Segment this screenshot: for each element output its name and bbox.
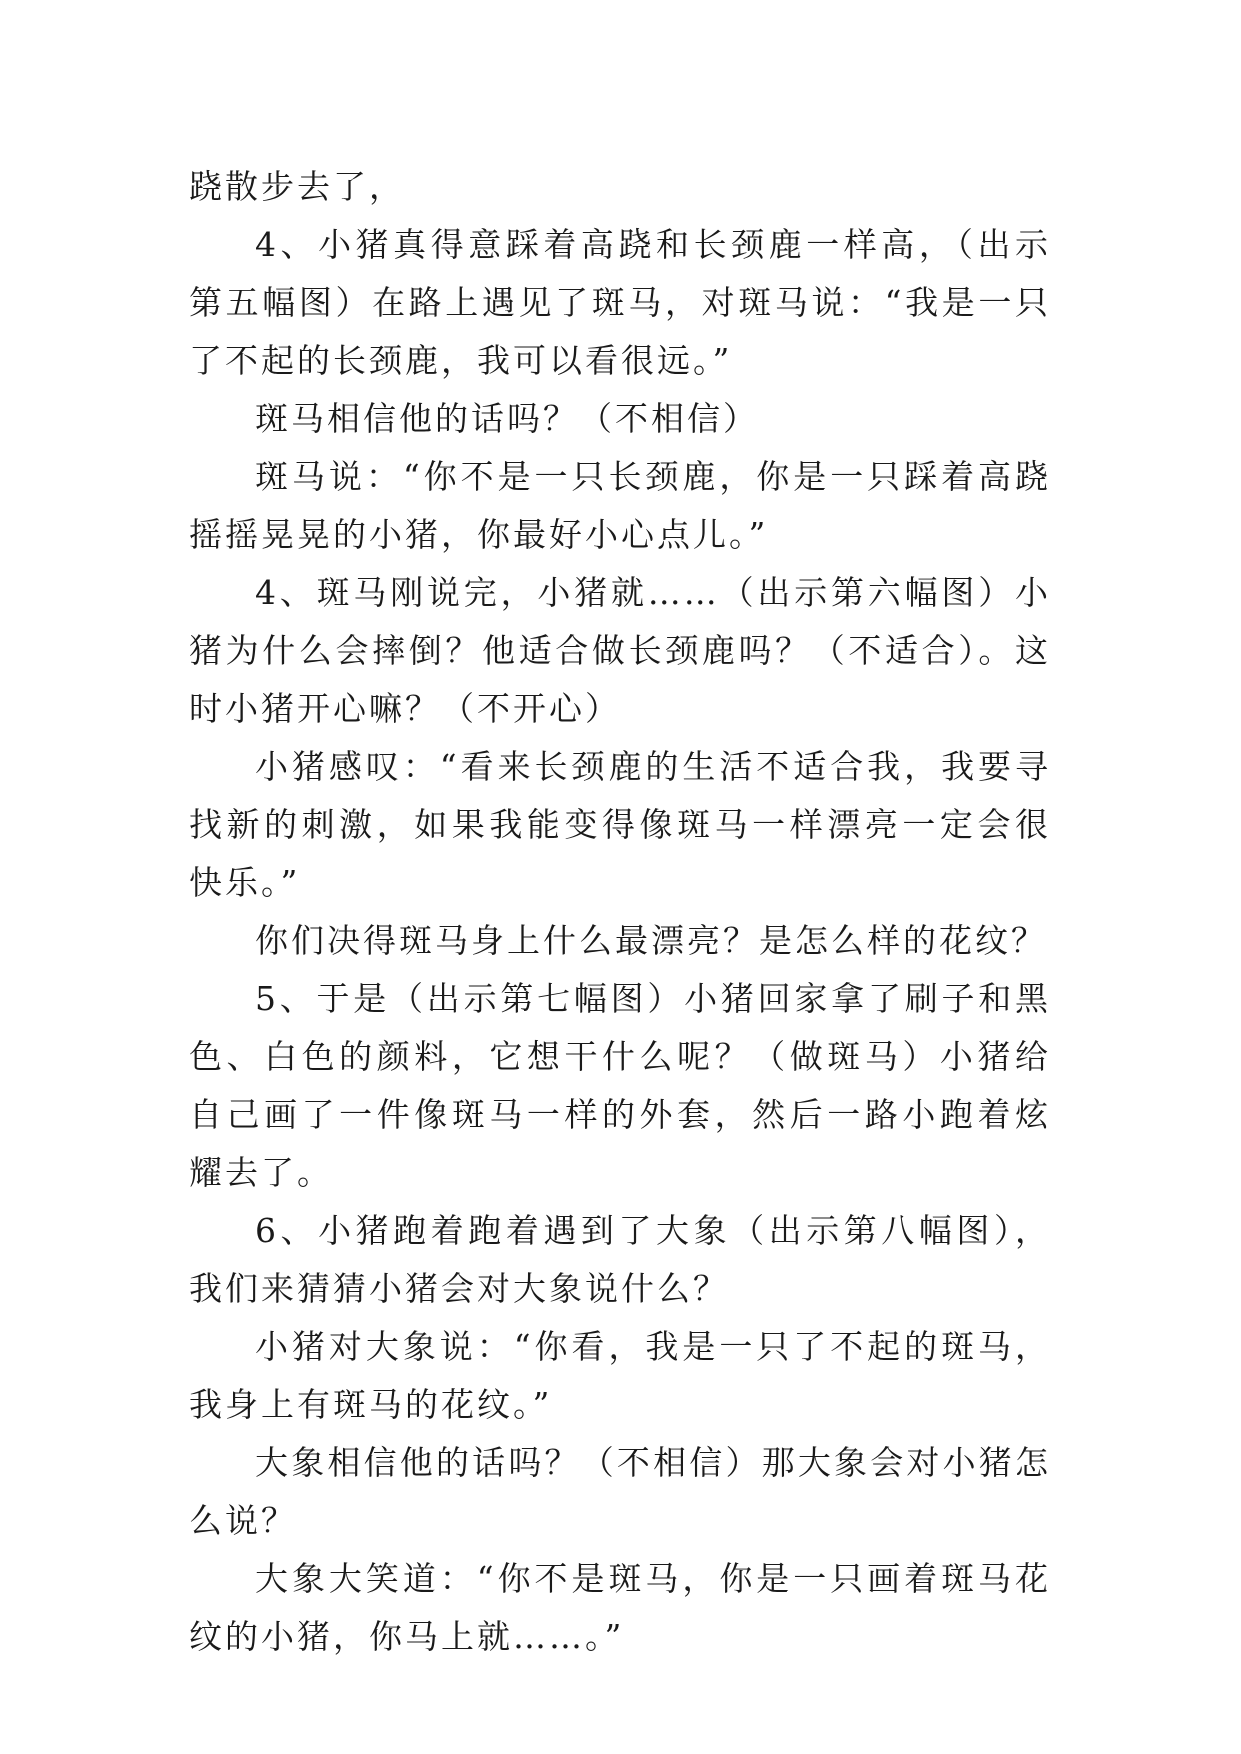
- document-body: [189, 158, 1051, 1666]
- paragraph-pig-to-elephant: 小猪对大象说：“你看，我是一只了不起的斑马，我身上有斑马的花纹。”: [189, 1327, 1051, 1424]
- paragraph-zebra-says: 斑马说：“你不是一只长颈鹿，你是一只踩着高跷摇摇晃晃的小猪，你最好小心点儿。”: [189, 457, 1051, 554]
- paragraph-elephant-question: 大象相信他的话吗？（不相信）那大象会对小猪怎么说？: [189, 1443, 1051, 1540]
- paragraph-step-4-giraffe: 4、小猪真得意踩着高跷和长颈鹿一样高，（出示第五幅图）在路上遇见了斑马，对斑马说：“我是一只了不起的长颈鹿，我可以看很远。”: [189, 225, 1051, 380]
- paragraph-zebra-question: 斑马相信他的话吗？（不相信）: [255, 399, 759, 438]
- paragraph-zebra-pattern-question: 你们决得斑马身上什么最漂亮？是怎么样的花纹？: [255, 921, 1047, 960]
- paragraph-step-5-paint: 5、于是（出示第七幅图）小猪回家拿了刷子和黑色、白色的颜料，它想干什么呢？（做斑马）小猪给自己画了一件像斑马一样的外套，然后一路小跑着炫耀去了。: [189, 979, 1051, 1192]
- paragraph-step-6-elephant: 6、小猪跑着跑着遇到了大象（出示第八幅图），我们来猜猜小猪会对大象说什么？: [189, 1211, 1051, 1308]
- paragraph-step-4-fall: 4、斑马刚说完，小猪就……（出示第六幅图）小猪为什么会摔倒？他适合做长颈鹿吗？（不适合）。这时小猪开心嘛？（不开心）: [189, 573, 1051, 728]
- paragraph-elephant-laughs: 大象大笑道：“你不是斑马，你是一只画着斑马花纹的小猪，你马上就……。”: [189, 1559, 1051, 1656]
- paragraph-pig-sighs: 小猪感叹：“看来长颈鹿的生活不适合我，我要寻找新的刺激，如果我能变得像斑马一样漂亮一定会很快乐。”: [189, 747, 1051, 902]
- paragraph-continuation: 跷散步去了，: [189, 167, 405, 206]
